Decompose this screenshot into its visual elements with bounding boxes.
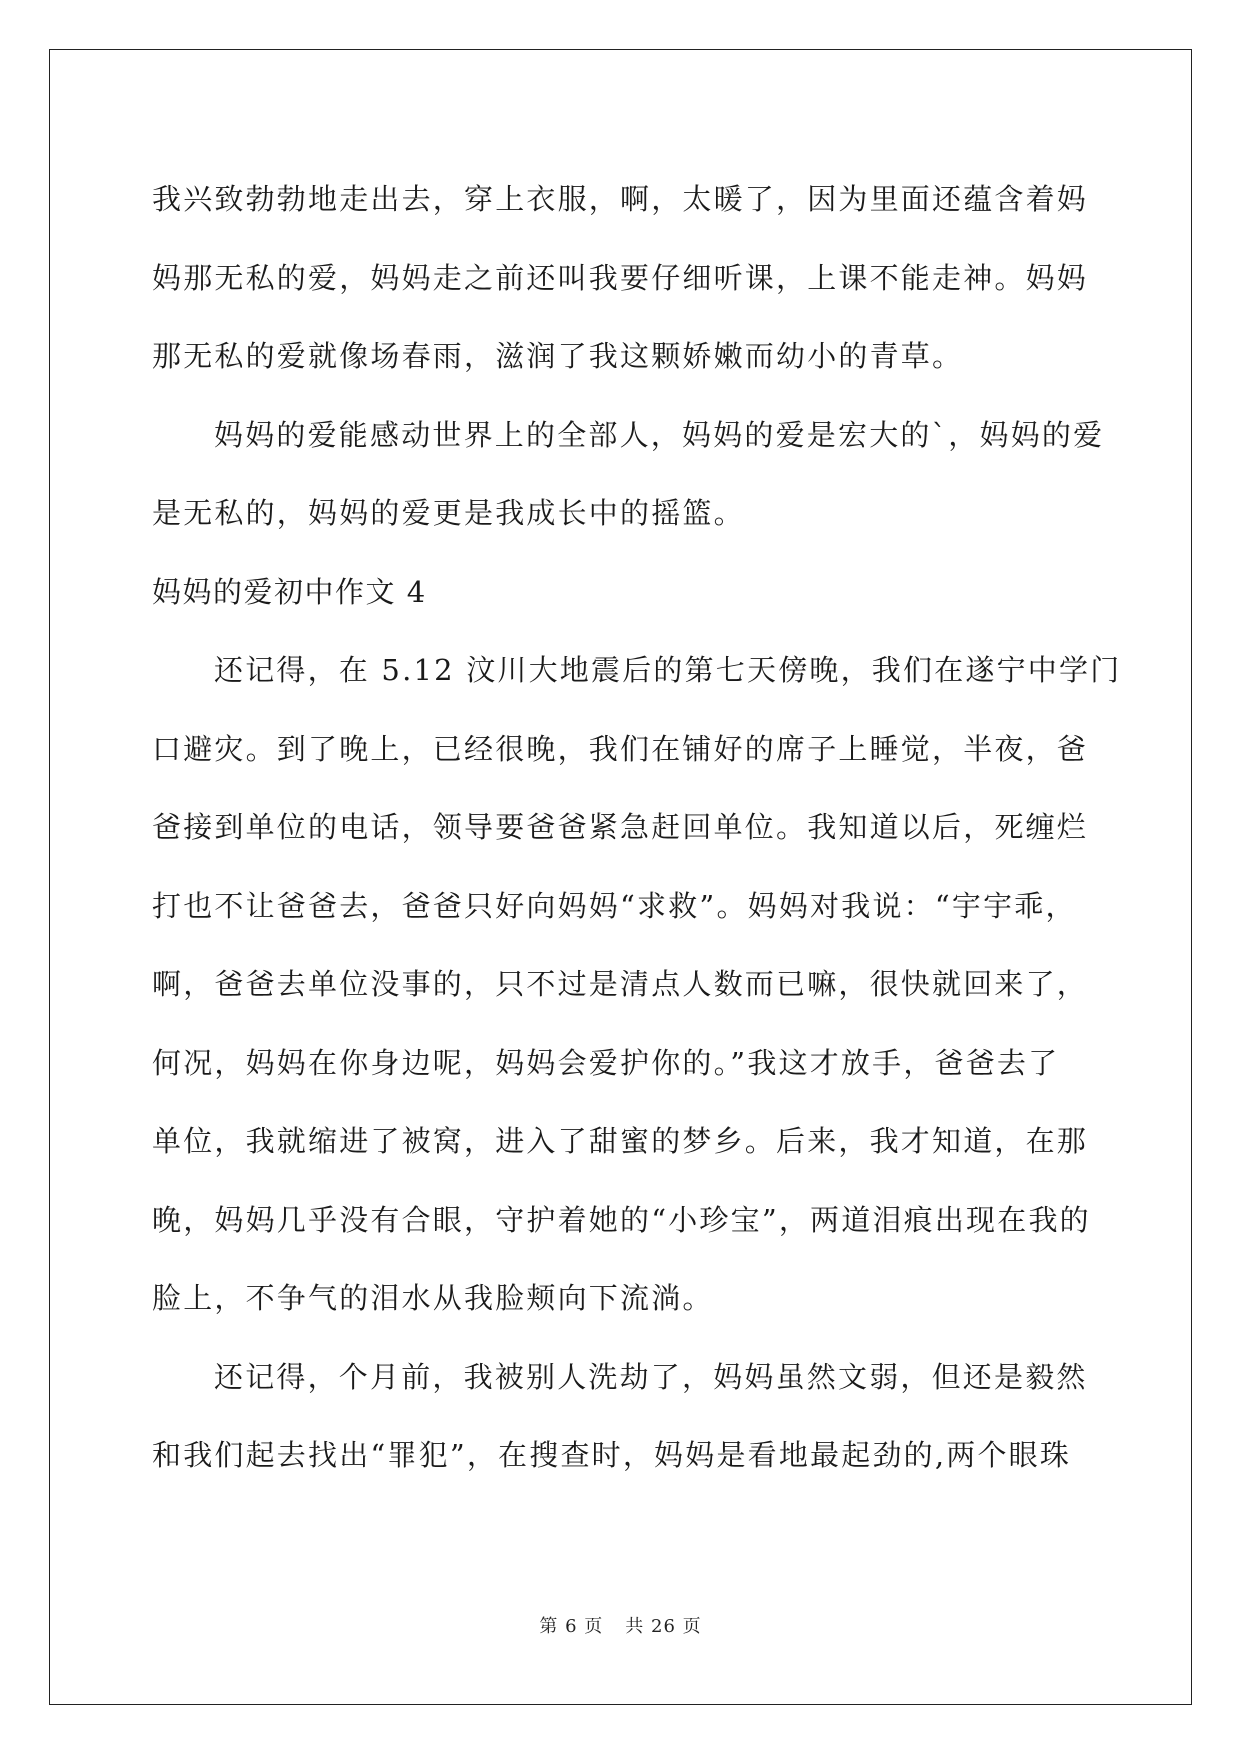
text-line: 和我们起去找出“罪犯”，在搜查时，妈妈是看地最起劲的,两个眼珠 [152, 1438, 1072, 1472]
page-total: 共 26 页 [625, 1616, 702, 1637]
text-line: 打也不让爸爸去，爸爸只好向妈妈“求救”。妈妈对我说：“宇宇乖， [152, 888, 1077, 923]
text-line: 口避灾。到了晚上，已经很晚，我们在铺好的席子上睡觉，半夜，爸 [152, 731, 1089, 766]
text-line: 何况，妈妈在你身边呢，妈妈会爱护你的。”我这才放手，爸爸去了 [152, 1045, 1060, 1080]
section-heading: 妈妈的爱初中作文 4 [152, 574, 427, 609]
text-line: 那无私的爱就像场春雨，滋润了我这颗娇嫩而幼小的青草。 [152, 339, 964, 373]
text-line: 是无私的，妈妈的爱更是我成长中的摇篮。 [152, 496, 745, 530]
page-number: 第 6 页 [539, 1616, 604, 1637]
text-line: 脸上，不争气的泪水从我脸颊向下流淌。 [152, 1281, 714, 1315]
text-line: 我兴致勃勃地走出去，穿上衣服，啊，太暖了，因为里面还蕴含着妈 [152, 182, 1089, 216]
text-line: 单位，我就缩进了被窝，进入了甜蜜的梦乡。后来，我才知道，在那 [152, 1124, 1089, 1158]
document-body [152, 160, 1122, 1495]
paragraph-start-line: 还记得，在 5.12 汶川大地震后的第七天傍晚，我们在遂宁中学门 [214, 653, 1122, 687]
text-line: 妈那无私的爱，妈妈走之前还叫我要仔细听课，上课不能走神。妈妈 [152, 260, 1089, 295]
paragraph-start-line: 还记得，个月前，我被别人洗劫了，妈妈虽然文弱，但还是毅然 [214, 1359, 1088, 1394]
text-line: 啊，爸爸去单位没事的，只不过是清点人数而已嘛，很快就回来了， [152, 967, 1089, 1001]
paragraph-start-line: 妈妈的爱能感动世界上的全部人，妈妈的爱是宏大的`，妈妈的爱 [214, 417, 1105, 452]
text-line: 爸接到单位的电话，领导要爸爸紧急赶回单位。我知道以后，死缠烂 [152, 810, 1089, 844]
page-footer [0, 1612, 1241, 1638]
text-line: 晚，妈妈几乎没有合眼，守护着她的“小珍宝”，两道泪痕出现在我的 [152, 1202, 1091, 1237]
